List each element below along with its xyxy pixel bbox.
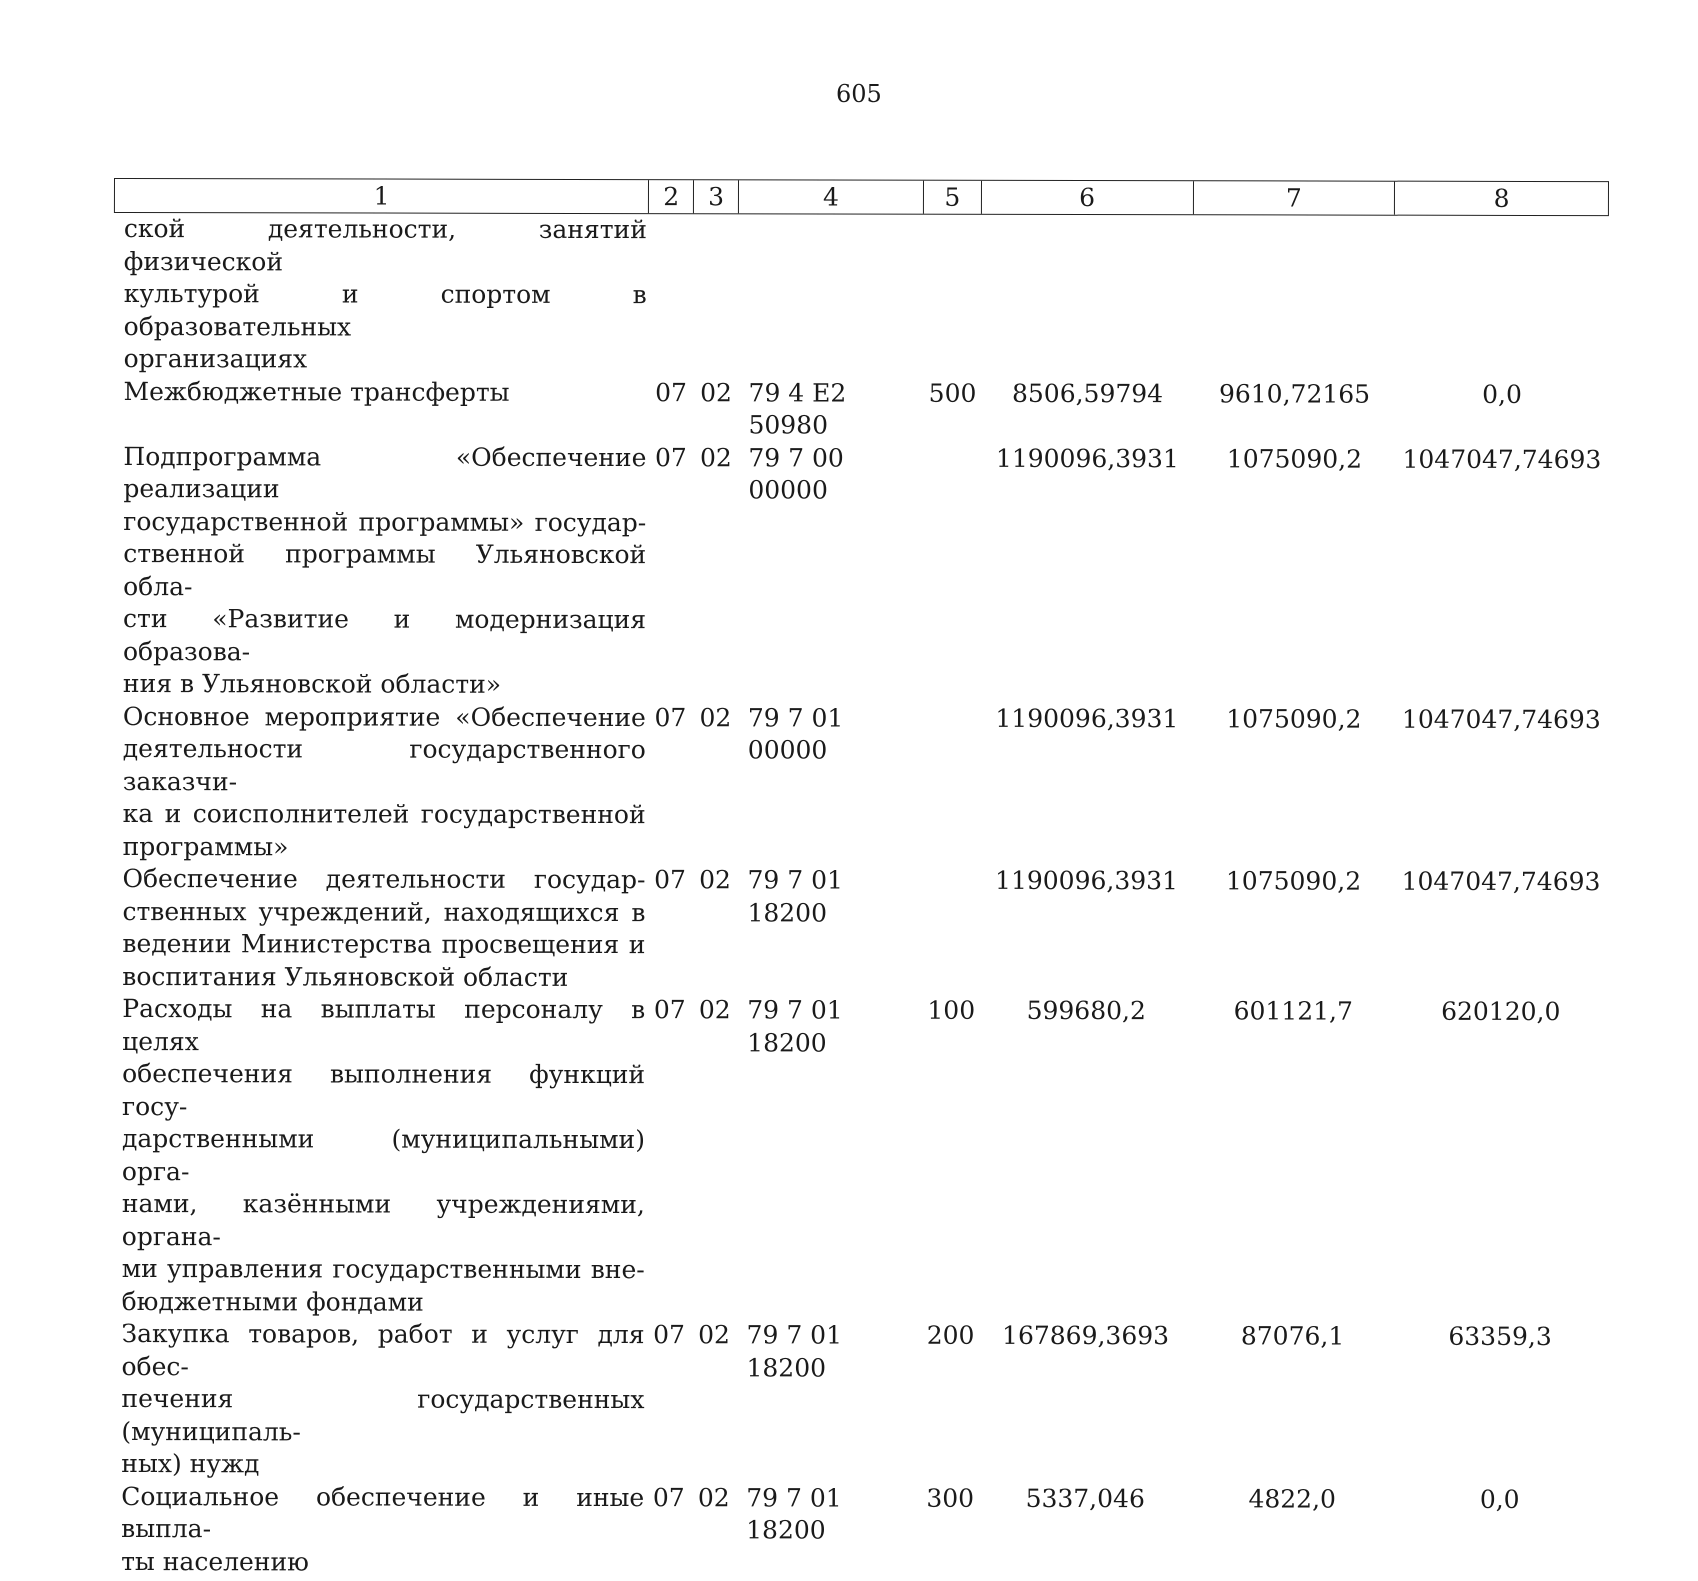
section-code: 07: [655, 377, 687, 407]
subsection-code: 02: [698, 1320, 731, 1350]
header-cell: 3: [694, 180, 739, 213]
target-article-code: 79 7 01 18200: [746, 1482, 842, 1545]
subsection-code: [694, 214, 739, 377]
description-line: ственной программы Ульяновской обла-: [123, 539, 647, 601]
table-row: [113, 375, 1608, 443]
row-description: [112, 993, 648, 1319]
amount-col-8: [1396, 216, 1609, 379]
amount-col-6: 1190096,3931: [995, 443, 1179, 473]
description-line: ми управления государственными вне-: [121, 1254, 645, 1285]
description-line: Межбюджетные трансферты: [123, 376, 510, 407]
amount-col-6: [982, 215, 1194, 378]
description-line: организациях: [123, 344, 308, 374]
table-row: [111, 1480, 1606, 1581]
description-line: Подпрограмма «Обеспечение реализации: [123, 441, 647, 504]
section-code: 07: [654, 702, 687, 732]
expense-type-code: 500: [928, 378, 977, 408]
header-cell: 8: [1493, 183, 1510, 213]
header-cell: 5: [924, 181, 982, 214]
description-line: ния в Ульяновской области»: [122, 669, 502, 699]
amount-col-8: 1047047,74693: [1401, 866, 1601, 897]
subsection-code: 02: [697, 1482, 730, 1512]
amount-col-6: 5337,046: [1025, 1483, 1145, 1513]
table-row: [111, 1318, 1606, 1484]
table-row: [112, 993, 1608, 1321]
row-description: [113, 440, 649, 701]
subsection-code: 02: [700, 377, 732, 407]
target-article-code: 79 7 01 18200: [747, 865, 843, 927]
description-line: ных) нужд: [121, 1449, 260, 1479]
target-article-code: [739, 214, 924, 377]
description-line: сти «Развитие и модернизация образова-: [122, 604, 647, 666]
description-line: воспитания Ульяновской области: [122, 961, 569, 992]
description-line: печения государственных (муниципаль-: [121, 1384, 645, 1446]
expense-type-code: [923, 702, 981, 865]
description-line: дарственными (муниципальными) орга-: [121, 1124, 646, 1186]
row-description: [112, 863, 647, 994]
section-code: 07: [652, 1482, 685, 1512]
description-line: ской деятельности, занятий физической: [123, 214, 647, 276]
description-line: ка и соисполнителей государственной: [122, 799, 646, 830]
expense-type-code: [923, 442, 982, 702]
amount-col-6: 599680,2: [1026, 995, 1146, 1026]
amount-col-8: 63359,3: [1448, 1321, 1552, 1352]
amount-col-7: 601121,7: [1233, 996, 1353, 1026]
description-line: ты населению: [121, 1546, 309, 1576]
subsection-code: 02: [699, 865, 731, 895]
amount-col-8: 0,0: [1482, 379, 1522, 409]
description-line: государственной программы» государ-: [123, 506, 647, 537]
table-row: [113, 440, 1609, 703]
amount-col-6: 8506,59794: [1011, 378, 1164, 408]
section-code: 07: [654, 865, 686, 895]
expense-type-code: 100: [927, 995, 976, 1025]
table-row: [113, 700, 1608, 866]
amount-col-7: 9610,72165: [1218, 378, 1371, 409]
target-article-code: 79 7 01 00000: [747, 702, 844, 765]
amount-col-7: [1194, 215, 1396, 378]
description-line: обеспечения выполнения функций госу-: [122, 1059, 646, 1121]
subsection-code: 02: [698, 995, 731, 1025]
subsection-code: 02: [699, 442, 732, 472]
target-article-code: 79 4 E2 50980: [748, 377, 847, 440]
section-code: 07: [653, 995, 686, 1025]
header-cell: 7: [1193, 181, 1395, 214]
amount-col-8: 1047047,74693: [1401, 704, 1601, 734]
description-line: ственных учреждений, находящихся в: [122, 896, 646, 927]
description-line: нами, казёнными учреждениями, органа-: [121, 1189, 645, 1251]
subsection-code: 02: [699, 702, 732, 732]
amount-col-7: 1075090,2: [1226, 443, 1363, 474]
amount-col-6: 1190096,3931: [995, 703, 1179, 733]
description-line: ведении Министерства просвещения и: [122, 929, 646, 960]
section-code: 07: [653, 1320, 686, 1350]
expense-type-code: [924, 215, 982, 378]
description-line: культурой и спортом в образовательных: [123, 279, 647, 341]
table-row: [112, 863, 1607, 996]
expense-type-code: 300: [926, 1483, 975, 1513]
header-cell: 2: [649, 180, 694, 213]
amount-col-8: 1047047,74693: [1402, 444, 1602, 474]
amount-col-7: 87076,1: [1240, 1321, 1345, 1351]
amount-col-6: 1190096,3931: [995, 865, 1179, 896]
description-line: Расходы на выплаты персоналу в целях: [122, 994, 646, 1056]
description-line: деятельности государственного заказчи-: [122, 734, 646, 796]
amount-col-7: 1075090,2: [1225, 866, 1362, 896]
description-line: программы»: [122, 831, 289, 861]
table-header-row: [114, 178, 1609, 216]
expense-type-code: 200: [926, 1320, 975, 1350]
header-cell: 6: [982, 181, 1194, 214]
amount-col-7: 1075090,2: [1226, 703, 1362, 734]
amount-col-6: 167869,3693: [1002, 1320, 1170, 1351]
description-line: Обеспечение деятельности государ-: [122, 864, 646, 895]
row-description: [113, 375, 648, 441]
header-cell: 4: [739, 180, 924, 213]
page-number: 605: [836, 80, 882, 108]
target-article-code: 79 7 00 00000: [748, 442, 844, 505]
row-description: [111, 1480, 646, 1579]
row-description: [113, 700, 648, 864]
amount-col-8: 0,0: [1479, 1484, 1520, 1514]
amount-col-8: 620120,0: [1441, 996, 1561, 1027]
amount-col-7: 4822,0: [1248, 1483, 1337, 1514]
section-code: 07: [654, 442, 687, 472]
description-line: Основное мероприятие «Обеспечение: [122, 701, 646, 732]
row-description: [114, 213, 649, 377]
header-cell: 1: [115, 179, 649, 213]
description-line: Социальное обеспечение и иные выпла-: [121, 1481, 645, 1544]
target-article-code: 79 7 01 18200: [747, 995, 843, 1057]
description-line: бюджетными фондами: [121, 1286, 424, 1317]
table-row: [114, 213, 1609, 379]
section-code: [649, 214, 694, 377]
table-body: [111, 213, 1609, 1581]
target-article-code: 79 7 01 18200: [746, 1320, 843, 1382]
expense-type-code: [922, 865, 980, 995]
budget-table: [111, 178, 1609, 1581]
description-line: Закупка товаров, работ и услуг для обес-: [121, 1319, 645, 1381]
row-description: [111, 1318, 646, 1482]
